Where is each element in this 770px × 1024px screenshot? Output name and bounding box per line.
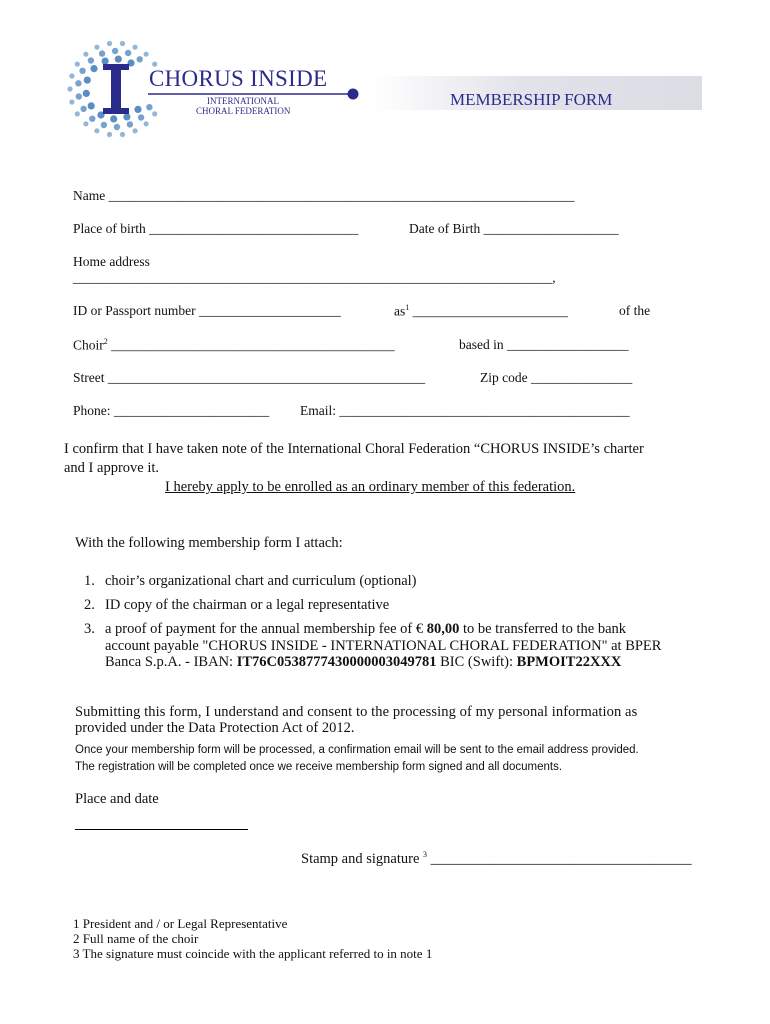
phone-field[interactable]: Phone: _______________________ bbox=[73, 403, 270, 418]
chorus-inside-logo bbox=[60, 36, 360, 151]
iban-value: IT76C0538777430000003049781 bbox=[236, 654, 437, 670]
as-field[interactable] bbox=[394, 303, 568, 320]
place-and-date-line[interactable] bbox=[75, 829, 248, 830]
list-item: ID copy of the chairman or a legal representative bbox=[105, 597, 390, 613]
list-item-number: 1. bbox=[84, 573, 95, 589]
place-and-date-label: Place and date bbox=[75, 791, 159, 807]
confirm-text-2: and I approve it. bbox=[64, 460, 160, 476]
of-the-label: of the bbox=[619, 303, 651, 318]
stamp-line: ____________________________________ bbox=[427, 850, 692, 867]
home-address-field[interactable]: _______________________________________________________________________, bbox=[73, 270, 556, 285]
page-title: MEMBERSHIP FORM bbox=[450, 90, 613, 109]
consent-text-1: Submitting this form, I understand and consent to the processing of my personal information as bbox=[75, 704, 638, 720]
footnote-2: 2 Full name of the choir bbox=[73, 931, 199, 946]
fee-amount: 80,00 bbox=[426, 621, 460, 637]
list-item-number: 2. bbox=[84, 597, 95, 613]
as-footnote-ref: 1 bbox=[405, 303, 410, 312]
id-passport-field[interactable]: ID or Passport number _____________________ bbox=[73, 303, 341, 318]
zip-code-field[interactable]: Zip code _______________ bbox=[480, 370, 633, 385]
apply-statement: I hereby apply to be enrolled as an ordinary member of this federation. bbox=[165, 479, 576, 495]
logo-subtitle-1: INTERNATIONAL bbox=[207, 96, 279, 106]
consent-text-3: Once your membership form will be processed, a confirmation email will be sent to the email address provided. bbox=[75, 744, 639, 756]
confirm-text-1: I confirm that I have taken note of the International Choral Federation “CHORUS INSIDE’s charter bbox=[64, 441, 644, 457]
bic-value: BPMOIT22XXX bbox=[516, 654, 622, 670]
payment-text-b: to be transferred to the bank bbox=[459, 621, 627, 637]
consent-text-2: provided under the Data Protection Act of 2012. bbox=[75, 720, 355, 736]
choir-label: Choir bbox=[73, 337, 104, 353]
based-in-field[interactable]: based in __________________ bbox=[459, 337, 629, 352]
logo-name: CHORUS INSIDE bbox=[149, 66, 328, 91]
list-item: choir’s organizational chart and curriculum (optional) bbox=[105, 573, 417, 589]
logo-subtitle-2: CHORAL FEDERATION bbox=[196, 106, 291, 116]
name-field[interactable]: Name _____________________________________________________________________ bbox=[73, 188, 575, 203]
payment-bank-line bbox=[105, 654, 621, 671]
list-item-number: 3. bbox=[84, 621, 95, 637]
home-address-label: Home address bbox=[73, 254, 150, 269]
choir-field[interactable] bbox=[73, 337, 395, 354]
payment-text-a: a proof of payment for the annual membership fee of € bbox=[105, 621, 424, 637]
choir-footnote-ref: 2 bbox=[103, 337, 108, 346]
attachments-intro: With the following membership form I attach: bbox=[75, 535, 343, 551]
payment-account-line: account payable "CHORUS INSIDE - INTERNATIONAL CHORAL FEDERATION" at BPER bbox=[105, 638, 662, 654]
consent-text-4: The registration will be completed once we receive membership form signed and all documents. bbox=[75, 761, 563, 773]
as-label: as bbox=[394, 303, 406, 319]
bank-text: Banca S.p.A. - IBAN: bbox=[105, 654, 237, 670]
stamp-signature-field[interactable] bbox=[301, 850, 692, 868]
as-line: _______________________ bbox=[409, 303, 568, 319]
list-item-payment bbox=[105, 621, 626, 638]
footnote-3: 3 The signature must coincide with the applicant referred to in note 1 bbox=[73, 946, 433, 961]
place-of-birth-field[interactable]: Place of birth _______________________________ bbox=[73, 221, 359, 236]
email-field[interactable]: Email: ___________________________________________ bbox=[300, 403, 630, 418]
bic-label: BIC (Swift): bbox=[436, 654, 517, 670]
date-of-birth-field[interactable]: Date of Birth ____________________ bbox=[409, 221, 619, 236]
stamp-footnote-ref: 3 bbox=[423, 850, 428, 859]
choir-line: __________________________________________ bbox=[107, 337, 395, 353]
stamp-label: Stamp and signature bbox=[301, 850, 420, 867]
logo-dots-icon bbox=[60, 36, 360, 151]
footnote-1: 1 President and / or Legal Representative bbox=[73, 916, 288, 931]
street-field[interactable]: Street _______________________________________________ bbox=[73, 370, 426, 385]
